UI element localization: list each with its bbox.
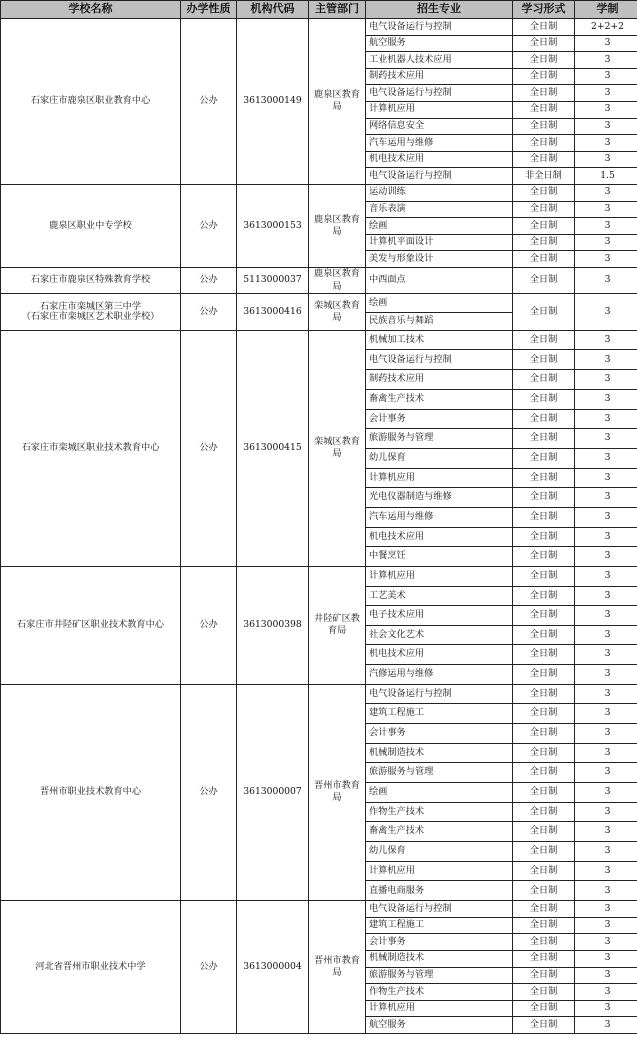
duration-cell: 3 — [575, 448, 637, 468]
table-row — [1, 294, 637, 312]
major-cell: 计算机平面设计 — [366, 234, 513, 251]
study-form-cell: 全日制 — [513, 35, 575, 52]
major-cell: 电气设备运行与控制 — [366, 901, 513, 918]
school-nature-cell: 公办 — [181, 684, 237, 901]
school-name-line: 石家庄市鹿泉区特殊教育学校 — [30, 274, 151, 286]
major-cell: 作物生产技术 — [366, 802, 513, 822]
school-department-cell: 鹿泉区教育局 — [309, 184, 366, 267]
duration-cell: 3 — [575, 783, 637, 803]
major-cell: 幼儿保育 — [366, 448, 513, 468]
major-cell: 建筑工程施工 — [366, 704, 513, 724]
school-name-cell — [1, 684, 181, 901]
major-cell: 汽车运用与维修 — [366, 135, 513, 152]
study-form-cell: 全日制 — [513, 267, 575, 294]
study-form-cell: 全日制 — [513, 218, 575, 235]
major-cell: 计算机应用 — [366, 861, 513, 881]
duration-cell: 3 — [575, 684, 637, 704]
major-cell: 电气设备运行与控制 — [366, 85, 513, 102]
duration-cell: 3 — [575, 917, 637, 934]
header-duration: 学制 — [575, 1, 637, 19]
study-form-cell: 全日制 — [513, 645, 575, 665]
school-name-line: 石家庄市鹿泉区职业教育中心 — [30, 95, 151, 107]
study-form-cell: 全日制 — [513, 251, 575, 268]
school-nature-cell: 公办 — [181, 294, 237, 330]
major-cell: 计算机应用 — [366, 1000, 513, 1017]
duration-cell: 3 — [575, 294, 637, 330]
school-name-cell — [1, 184, 181, 267]
major-cell: 社会文化艺术 — [366, 625, 513, 645]
study-form-cell: 全日制 — [513, 1017, 575, 1034]
study-form-cell: 全日制 — [513, 370, 575, 390]
duration-cell: 3 — [575, 1000, 637, 1017]
duration-cell: 3 — [575, 984, 637, 1001]
header-row — [1, 1, 637, 19]
duration-cell: 3 — [575, 625, 637, 645]
duration-cell: 3 — [575, 370, 637, 390]
duration-cell: 3 — [575, 665, 637, 685]
school-department-cell: 鹿泉区教育局 — [309, 19, 366, 185]
major-cell: 计算机应用 — [366, 567, 513, 587]
study-form-cell: 全日制 — [513, 763, 575, 783]
school-name-line: 石家庄市栾城区职业技术教育中心 — [21, 442, 160, 454]
duration-cell: 3 — [575, 135, 637, 152]
duration-cell: 3 — [575, 967, 637, 984]
table-row — [1, 567, 637, 587]
duration-cell: 3 — [575, 743, 637, 763]
study-form-cell: 全日制 — [513, 234, 575, 251]
study-form-cell: 全日制 — [513, 294, 575, 330]
major-cell: 中餐烹饪 — [366, 547, 513, 567]
major-cell: 运动训练 — [366, 184, 513, 201]
major-cell: 旅游服务与管理 — [366, 967, 513, 984]
study-form-cell: 全日制 — [513, 684, 575, 704]
study-form-cell: 全日制 — [513, 409, 575, 429]
major-cell: 绘画 — [366, 294, 513, 312]
table-row — [1, 184, 637, 201]
major-cell: 中西面点 — [366, 267, 513, 294]
school-department-cell: 栾城区教育局 — [309, 294, 366, 330]
study-form-cell: 全日制 — [513, 950, 575, 967]
study-form-cell: 全日制 — [513, 68, 575, 85]
school-department-cell: 晋州市教育局 — [309, 684, 366, 901]
school-nature-cell: 公办 — [181, 19, 237, 185]
study-form-cell: 全日制 — [513, 802, 575, 822]
header-school-name: 学校名称 — [1, 1, 181, 19]
school-name-line: 石家庄市栾城区第三中学 — [39, 300, 142, 312]
table-row — [1, 267, 637, 294]
study-form-cell: 全日制 — [513, 527, 575, 547]
header-department: 主管部门 — [309, 1, 366, 19]
duration-cell: 3 — [575, 184, 637, 201]
major-cell: 电气设备运行与控制 — [366, 19, 513, 36]
table-body — [1, 19, 637, 1034]
duration-cell: 3 — [575, 234, 637, 251]
major-cell: 美发与形象设计 — [366, 251, 513, 268]
duration-cell: 3 — [575, 802, 637, 822]
table-row — [1, 19, 637, 36]
study-form-cell: 全日制 — [513, 151, 575, 168]
major-cell: 航空服务 — [366, 1017, 513, 1034]
school-department-cell: 鹿泉区教育局 — [309, 267, 366, 294]
major-cell: 机械制造技术 — [366, 950, 513, 967]
duration-cell: 3 — [575, 822, 637, 842]
major-cell: 畜禽生产技术 — [366, 389, 513, 409]
study-form-cell: 全日制 — [513, 350, 575, 370]
study-form-cell: 全日制 — [513, 743, 575, 763]
study-form-cell: 全日制 — [513, 917, 575, 934]
major-cell: 畜禽生产技术 — [366, 822, 513, 842]
major-cell: 绘画 — [366, 783, 513, 803]
major-cell: 工业机器人技术应用 — [366, 52, 513, 69]
duration-cell: 3 — [575, 586, 637, 606]
major-cell: 民族音乐与舞蹈 — [366, 312, 513, 330]
study-form-cell: 全日制 — [513, 567, 575, 587]
school-department-cell: 晋州市教育局 — [309, 901, 366, 1034]
school-name-line: 石家庄市井陉矿区职业技术教育中心 — [17, 619, 164, 631]
duration-cell: 3 — [575, 934, 637, 951]
school-code-cell: 3613000004 — [237, 901, 309, 1034]
duration-cell: 3 — [575, 704, 637, 724]
duration-cell: 3 — [575, 35, 637, 52]
major-cell: 网络信息安全 — [366, 118, 513, 135]
study-form-cell: 全日制 — [513, 967, 575, 984]
major-cell: 光电仪器制造与维修 — [366, 488, 513, 508]
major-cell: 制药技术应用 — [366, 68, 513, 85]
study-form-cell: 全日制 — [513, 625, 575, 645]
duration-cell: 3 — [575, 330, 637, 350]
duration-cell: 1.5 — [575, 168, 637, 185]
duration-cell: 3 — [575, 409, 637, 429]
major-cell: 制药技术应用 — [366, 370, 513, 390]
study-form-cell: 全日制 — [513, 101, 575, 118]
duration-cell: 3 — [575, 763, 637, 783]
study-form-cell: 全日制 — [513, 723, 575, 743]
study-form-cell: 全日制 — [513, 507, 575, 527]
duration-cell: 3 — [575, 85, 637, 102]
major-cell: 会计事务 — [366, 409, 513, 429]
duration-cell: 3 — [575, 68, 637, 85]
study-form-cell: 全日制 — [513, 606, 575, 626]
school-department-cell: 井陉矿区教育局 — [309, 567, 366, 685]
major-cell: 工艺美术 — [366, 586, 513, 606]
study-form-cell: 全日制 — [513, 861, 575, 881]
table-row — [1, 901, 637, 918]
school-name-line: 鹿泉区职业中专学校 — [49, 219, 132, 231]
duration-cell: 3 — [575, 151, 637, 168]
major-cell: 机电技术应用 — [366, 645, 513, 665]
study-form-cell: 全日制 — [513, 842, 575, 862]
major-cell: 电气设备运行与控制 — [366, 168, 513, 185]
school-department-cell: 栾城区教育局 — [309, 330, 366, 566]
duration-cell: 3 — [575, 468, 637, 488]
duration-cell: 3 — [575, 267, 637, 294]
duration-cell: 3 — [575, 567, 637, 587]
header-study-form: 学习形式 — [513, 1, 575, 19]
school-name-cell — [1, 294, 181, 330]
header-major: 招生专业 — [366, 1, 513, 19]
study-form-cell: 全日制 — [513, 783, 575, 803]
major-cell: 会计事务 — [366, 934, 513, 951]
duration-cell: 3 — [575, 881, 637, 901]
study-form-cell: 全日制 — [513, 822, 575, 842]
study-form-cell: 全日制 — [513, 901, 575, 918]
duration-cell: 3 — [575, 1017, 637, 1034]
duration-cell: 3 — [575, 723, 637, 743]
duration-cell: 3 — [575, 606, 637, 626]
study-form-cell: 全日制 — [513, 52, 575, 69]
major-cell: 音乐表演 — [366, 201, 513, 218]
school-name-cell — [1, 567, 181, 685]
study-form-cell: 全日制 — [513, 448, 575, 468]
school-code-cell: 3613000149 — [237, 19, 309, 185]
study-form-cell: 全日制 — [513, 85, 575, 102]
table-row — [1, 684, 637, 704]
duration-cell: 3 — [575, 52, 637, 69]
duration-cell: 3 — [575, 547, 637, 567]
study-form-cell: 全日制 — [513, 1000, 575, 1017]
duration-cell: 3 — [575, 251, 637, 268]
duration-cell: 3 — [575, 527, 637, 547]
major-cell: 作物生产技术 — [366, 984, 513, 1001]
school-code-cell: 3613000398 — [237, 567, 309, 685]
duration-cell: 3 — [575, 389, 637, 409]
school-name-cell — [1, 267, 181, 294]
major-cell: 绘画 — [366, 218, 513, 235]
study-form-cell: 全日制 — [513, 704, 575, 724]
study-form-cell: 全日制 — [513, 934, 575, 951]
major-cell: 计算机应用 — [366, 468, 513, 488]
duration-cell: 3 — [575, 350, 637, 370]
school-name-line: 河北省晋州市职业技术中学 — [35, 960, 146, 972]
major-cell: 幼儿保育 — [366, 842, 513, 862]
duration-cell: 3 — [575, 842, 637, 862]
major-cell: 电气设备运行与控制 — [366, 350, 513, 370]
school-nature-cell: 公办 — [181, 330, 237, 566]
study-form-cell: 全日制 — [513, 586, 575, 606]
major-cell: 建筑工程施工 — [366, 917, 513, 934]
study-form-cell: 全日制 — [513, 389, 575, 409]
school-name-line: 晋州市职业技术教育中心 — [39, 786, 142, 798]
major-cell: 机电技术应用 — [366, 151, 513, 168]
duration-cell: 3 — [575, 429, 637, 449]
major-cell: 旅游服务与管理 — [366, 429, 513, 449]
study-form-cell: 全日制 — [513, 429, 575, 449]
study-form-cell: 全日制 — [513, 330, 575, 350]
school-code-cell: 3613000416 — [237, 294, 309, 330]
study-form-cell: 非全日制 — [513, 168, 575, 185]
school-nature-cell: 公办 — [181, 267, 237, 294]
school-name-cell — [1, 901, 181, 1034]
study-form-cell: 全日制 — [513, 665, 575, 685]
duration-cell: 3 — [575, 118, 637, 135]
school-code-cell: 3613000153 — [237, 184, 309, 267]
major-cell: 电气设备运行与控制 — [366, 684, 513, 704]
major-cell: 电子技术应用 — [366, 606, 513, 626]
major-cell: 机电技术应用 — [366, 527, 513, 547]
duration-cell: 3 — [575, 901, 637, 918]
school-nature-cell: 公办 — [181, 184, 237, 267]
study-form-cell: 全日制 — [513, 547, 575, 567]
study-form-cell: 全日制 — [513, 468, 575, 488]
major-cell: 汽车运用与维修 — [366, 507, 513, 527]
major-cell: 汽修运用与维修 — [366, 665, 513, 685]
table-row — [1, 330, 637, 350]
school-code-cell: 5113000037 — [237, 267, 309, 294]
duration-cell: 3 — [575, 101, 637, 118]
major-cell: 航空服务 — [366, 35, 513, 52]
school-code-cell: 3613000007 — [237, 684, 309, 901]
duration-cell: 3 — [575, 950, 637, 967]
header-nature: 办学性质 — [181, 1, 237, 19]
school-code-cell: 3613000415 — [237, 330, 309, 566]
school-name-cell — [1, 19, 181, 185]
duration-cell: 3 — [575, 507, 637, 527]
duration-cell: 3 — [575, 488, 637, 508]
study-form-cell: 全日制 — [513, 201, 575, 218]
school-nature-cell: 公办 — [181, 901, 237, 1034]
school-nature-cell: 公办 — [181, 567, 237, 685]
major-cell: 会计事务 — [366, 723, 513, 743]
study-form-cell: 全日制 — [513, 135, 575, 152]
study-form-cell: 全日制 — [513, 881, 575, 901]
school-name-line: （石家庄市栾城区艺术职业学校） — [21, 311, 160, 323]
study-form-cell: 全日制 — [513, 184, 575, 201]
school-name-cell — [1, 330, 181, 566]
study-form-cell: 全日制 — [513, 984, 575, 1001]
major-cell: 旅游服务与管理 — [366, 763, 513, 783]
duration-cell: 3 — [575, 645, 637, 665]
duration-cell: 3 — [575, 218, 637, 235]
study-form-cell: 全日制 — [513, 19, 575, 36]
duration-cell: 2+2+2 — [575, 19, 637, 36]
header-org-code: 机构代码 — [237, 1, 309, 19]
duration-cell: 3 — [575, 201, 637, 218]
major-cell: 机械制造技术 — [366, 743, 513, 763]
major-cell: 计算机应用 — [366, 101, 513, 118]
study-form-cell: 全日制 — [513, 488, 575, 508]
major-cell: 机械加工技术 — [366, 330, 513, 350]
duration-cell: 3 — [575, 861, 637, 881]
major-cell: 直播电商服务 — [366, 881, 513, 901]
study-form-cell: 全日制 — [513, 118, 575, 135]
